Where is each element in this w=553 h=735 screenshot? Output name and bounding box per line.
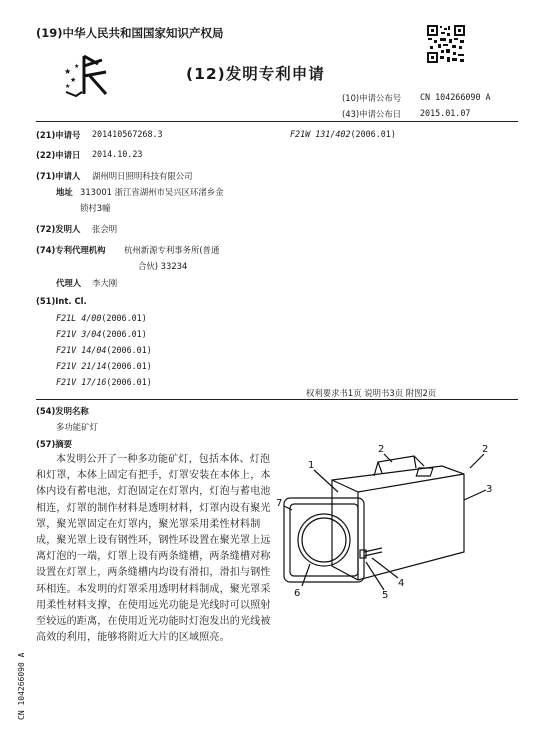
agency-line-2: 合伙) 33234 bbox=[138, 261, 188, 271]
agent-label: 代理人 bbox=[56, 278, 82, 288]
pages-info: 权利要求书1页 说明书3页 附图2页 bbox=[306, 388, 437, 398]
publication-date-label: (43)申请公布日 bbox=[342, 109, 402, 119]
application-number-label: (21)申请号 bbox=[36, 130, 81, 140]
svg-text:★: ★ bbox=[74, 63, 80, 70]
applicant-label: (71)申请人 bbox=[36, 171, 81, 181]
abstract-label: (57)摘要 bbox=[36, 439, 73, 449]
int-cl-entry: F21V 3/04(2006.01) bbox=[56, 329, 147, 339]
int-cl-entry: F21V 14/04(2006.01) bbox=[56, 345, 152, 355]
int-cl-entry: F21V 17/16(2006.01) bbox=[56, 377, 152, 387]
figure-label-4: 4 bbox=[398, 578, 405, 589]
filing-date: 2014.10.23 bbox=[92, 149, 143, 159]
header-divider bbox=[36, 121, 518, 122]
svg-text:★: ★ bbox=[70, 76, 77, 84]
side-publication-code: CN 104266090 A bbox=[17, 652, 26, 720]
abstract-text: 本发明公开了一种多功能矿灯，包括本体、灯泡和灯罩，本体上固定有把手，灯罩安装在本体上，本体内设有蓄电池，灯泡固定在灯罩内，灯泡与蓄电池相连，灯罩的制作材料是透明材料，灯罩内设有聚光罩，聚光罩固定在灯罩内，聚光罩采用柔性材料制成，聚光罩上设有钢性环，钢性环设置在聚光罩上远离灯泡的一端，灯罩上设有两条缝槽，两条缝槽对称设置在灯罩上，两条缝槽内均设有滑扣，滑扣与钢性环相连。本发明的灯罩采用透明材料制成，聚光罩采用柔性材料支撑，在使用远光功能是光线时可以照射至较远的距离，在使用近光功能时灯泡发出的光线被高效的利用，能够将附近大片的区域照亮。 bbox=[36, 454, 271, 644]
figure-label-7: 7 bbox=[276, 498, 283, 509]
invention-title-label: (54)发明名称 bbox=[36, 406, 89, 416]
figure-label-3: 3 bbox=[486, 484, 493, 495]
section-divider bbox=[36, 399, 518, 400]
svg-text:★: ★ bbox=[65, 83, 71, 90]
application-number: 201410567268.3 bbox=[92, 129, 163, 139]
int-cl-entry: F21L 4/00(2006.01) bbox=[56, 313, 147, 323]
figure-label-2b: 2 bbox=[482, 444, 489, 455]
address-line-2: 锁村3幢 bbox=[80, 203, 111, 213]
document-type: (12)发明专利申请 bbox=[186, 65, 325, 83]
filing-date-label: (22)申请日 bbox=[36, 150, 81, 160]
address-line-1: 313001 浙江省湖州市吴兴区环渚乡金 bbox=[80, 187, 224, 197]
inventor-label: (72)发明人 bbox=[36, 224, 81, 234]
figure-label-2: 2 bbox=[378, 444, 385, 455]
ipc-right-code: F21W 131/402(2006.01) bbox=[290, 129, 396, 139]
inventor: 张会明 bbox=[92, 224, 118, 234]
agent: 李大刚 bbox=[92, 278, 118, 288]
int-cl-label: (51)Int. Cl. bbox=[36, 296, 87, 306]
applicant: 湖州明日照明科技有限公司 bbox=[92, 171, 193, 181]
int-cl-entry: F21V 21/14(2006.01) bbox=[56, 361, 152, 371]
qr-code bbox=[426, 24, 466, 64]
agency-line-1: 杭州新源专利事务所(普通 bbox=[124, 245, 220, 255]
publication-number: CN 104266090 A bbox=[420, 92, 491, 102]
figure-label-5: 5 bbox=[382, 590, 389, 601]
patent-figure bbox=[274, 440, 514, 610]
agency-label: (74)专利代理机构 bbox=[36, 245, 106, 255]
invention-title: 多功能矿灯 bbox=[56, 422, 98, 432]
cnipa-logo bbox=[62, 52, 110, 98]
figure-label-1: 1 bbox=[308, 460, 315, 471]
publication-date: 2015.01.07 bbox=[420, 108, 471, 118]
office-name: (19)中华人民共和国国家知识产权局 bbox=[36, 26, 224, 40]
svg-text:★: ★ bbox=[64, 67, 72, 76]
address-label: 地址 bbox=[56, 187, 73, 197]
publication-number-label: (10)申请公布号 bbox=[342, 93, 402, 103]
figure-label-6: 6 bbox=[294, 588, 301, 599]
